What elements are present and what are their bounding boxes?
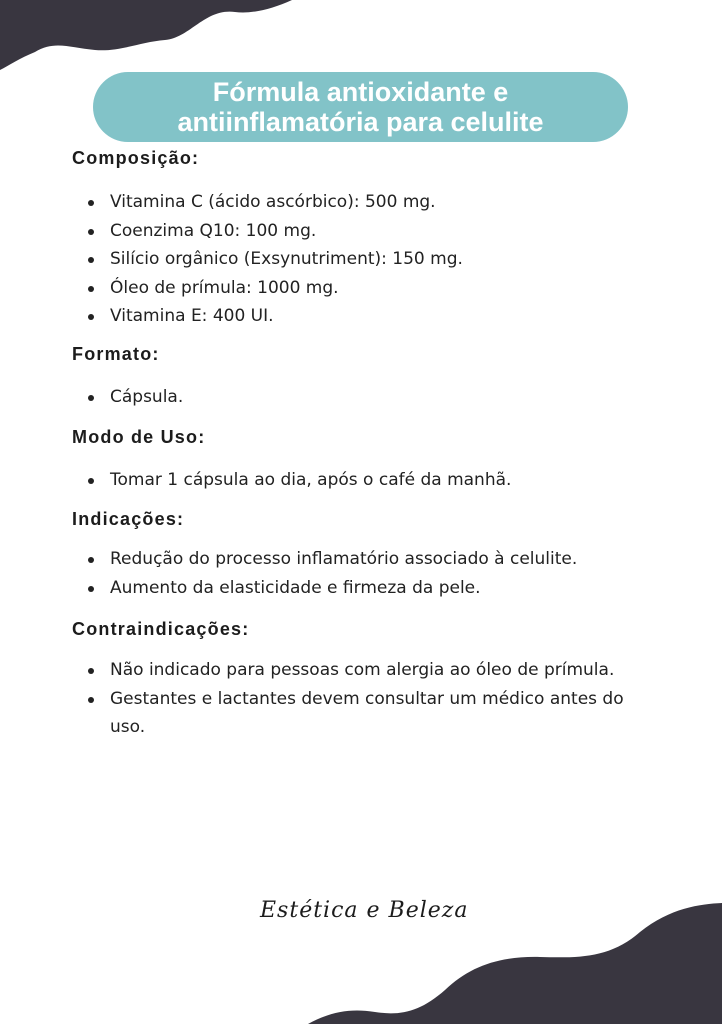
list-item: Não indicado para pessoas com alergia ao óleo de prímula. <box>88 656 628 685</box>
section-heading-indicacoes: Indicações: <box>72 509 185 529</box>
list-item: Tomar 1 cápsula ao dia, após o café da manhã. <box>88 466 668 495</box>
list-item: Vitamina C (ácido ascórbico): 500 mg. <box>88 188 668 217</box>
top-wave <box>0 0 292 70</box>
modo-de-uso-list <box>88 466 668 495</box>
list-item: Coenzima Q10: 100 mg. <box>88 217 668 246</box>
signature: Estética e Beleza <box>260 898 469 923</box>
title-banner <box>93 72 628 142</box>
section-heading-formato: Formato: <box>72 344 160 364</box>
list-item: Redução do processo inflamatório associado à celulite. <box>88 545 668 574</box>
list-item: Vitamina E: 400 UI. <box>88 302 668 331</box>
list-item: Aumento da elasticidade e firmeza da pele. <box>88 574 668 603</box>
indicacoes-list <box>88 545 668 602</box>
section-heading-composicao: Composição: <box>72 148 200 168</box>
list-item: Cápsula. <box>88 383 668 412</box>
section-heading-contraindicacoes: Contraindicações: <box>72 619 250 639</box>
section-heading-modo-de-uso: Modo de Uso: <box>72 427 206 447</box>
formato-list <box>88 383 668 412</box>
list-item: Óleo de prímula: 1000 mg. <box>88 274 668 303</box>
list-item: Gestantes e lactantes devem consultar um médico antes do uso. <box>88 685 628 742</box>
contraindicacoes-list <box>88 656 628 742</box>
list-item: Silício orgânico (Exsynutriment): 150 mg. <box>88 245 668 274</box>
composicao-list <box>88 188 668 331</box>
page-title: Fórmula antioxidante e antiinflamatória para celulite <box>177 77 544 137</box>
